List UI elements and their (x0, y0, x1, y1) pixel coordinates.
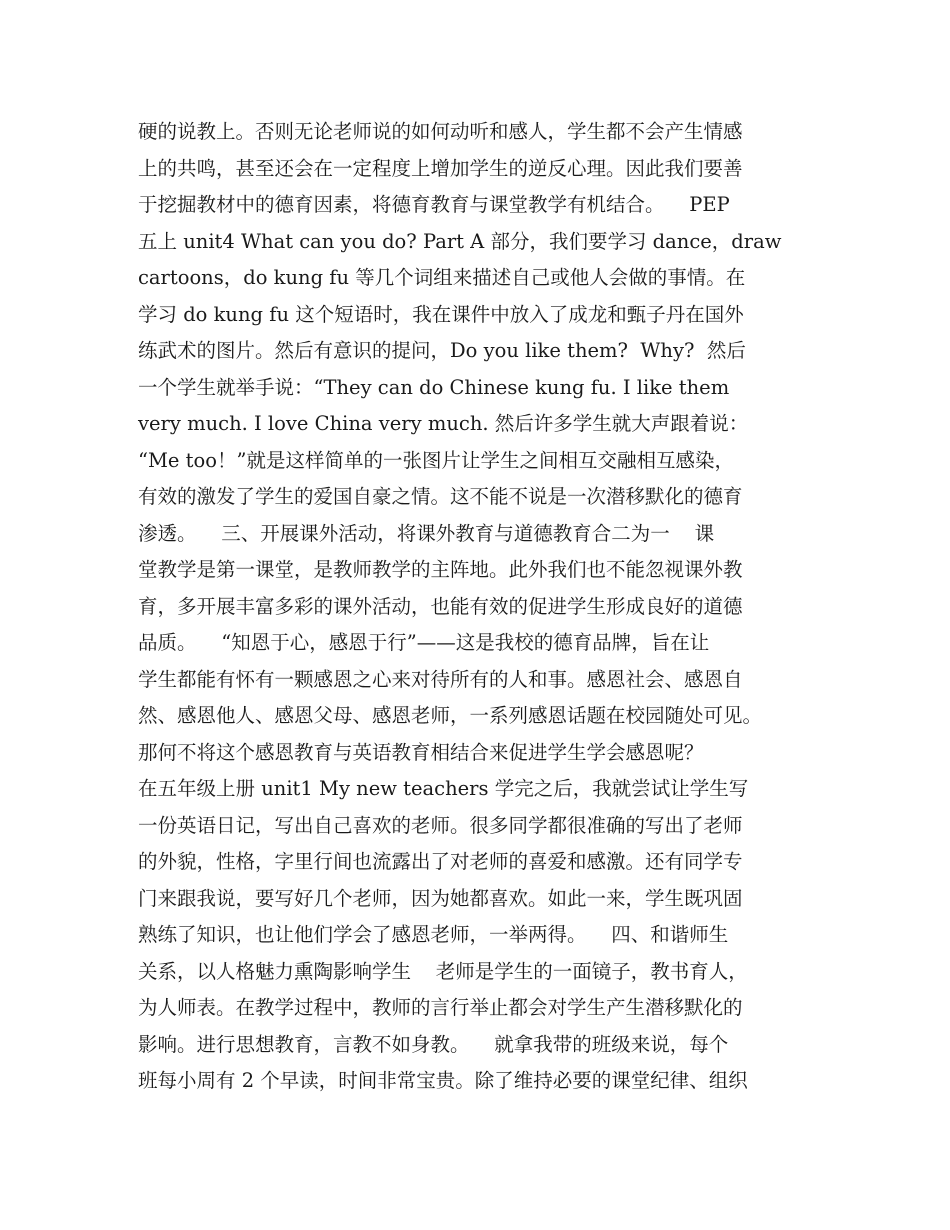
text-line: 门来跟我说，要写好几个老师，因为她都喜欢。如此一来，学生既巩固 (138, 886, 743, 910)
text-line: 学生都能有怀有一颗感恩之心来对待所有的人和事。感恩社会、感恩自 (138, 667, 743, 691)
text-line: 那何不将这个感恩教育与英语教育相结合来促进学生学会感恩呢？ (138, 740, 704, 764)
text-line: 一份英语日记，写出自己喜欢的老师。很多同学都很准确的写出了老师 (138, 813, 743, 837)
text-line: 堂教学是第一课堂，是教师教学的主阵地。此外我们也不能忽视课外教 (138, 558, 743, 581)
text-line: 上的共鸣，甚至还会在一定程度上增加学生的逆反心理。因此我们要善 (138, 156, 743, 180)
text-line: 关系，以人格魅力熏陶影响学生 老师是学生的一面镜子，教书育人， (138, 959, 748, 983)
text-line: 在五年级上册 unit1 My new teachers 学完之后，我就尝试让学生写 (138, 777, 749, 800)
text-line: 渗透。 三、开展课外活动，将课外教育与道德教育合二为一 课 (138, 521, 715, 545)
text-line: 于挖掘教材中的德育因素，将德育教育与课堂教学有机结合。 PEP (138, 193, 730, 216)
text-line: 然、感恩他人、感恩父母、感恩老师，一系列感恩话题在校园随处可见。 (138, 704, 763, 727)
text-line: 练武术的图片。然后有意识的提问，Do you like them? Why? 然后 (138, 339, 746, 362)
text-line: 熟练了知识，也让他们学会了感恩老师，一举两得。 四、和谐师生 (138, 923, 729, 946)
text-line: 有效的激发了学生的爱国自豪之情。这不能不说是一次潜移默化的德育 (138, 485, 743, 508)
body-text (138, 114, 828, 1100)
text-line: 品质。 “知恩于心，感恩于行”——这是我校的德育品牌，旨在让 (138, 631, 710, 654)
text-line: 硬的说教上。否则无论老师说的如何动听和感人，学生都不会产生情感 (138, 120, 743, 143)
text-line: 为人师表。在教学过程中，教师的言行举止都会对学生产生潜移默化的 (138, 996, 743, 1019)
text-line: 一个学生就举手说：“They can do Chinese kung fu. I like them (138, 375, 730, 399)
text-line: 影响。进行思想教育，言教不如身教。 就拿我带的班级来说，每个 (138, 1032, 729, 1056)
text-line: 学习 do kung fu 这个短语时，我在课件中放入了成龙和甄子丹在国外 (138, 302, 744, 326)
text-line: 育，多开展丰富多彩的课外活动，也能有效的促进学生形成良好的道德 (138, 594, 743, 618)
text-line: 的外貌，性格，字里行间也流露出了对老师的喜爱和感激。还有同学专 (138, 850, 743, 873)
text-line: cartoons，do kung fu 等几个词组来描述自己或他人会做的事情。在 (138, 266, 746, 289)
text-line: “Me too！”就是这样简单的一张图片让学生之间相互交融相互感染， (138, 448, 734, 472)
text-line: 五上 unit4 What can you do? Part A 部分，我们要学习 dance，draw (138, 229, 782, 253)
text-line: very much. I love China very much. 然后许多学生就大声跟着说： (138, 412, 749, 435)
text-line: 班每小周有 2 个早读，时间非常宝贵。除了维持必要的课堂纪律、组织 (138, 1069, 748, 1092)
